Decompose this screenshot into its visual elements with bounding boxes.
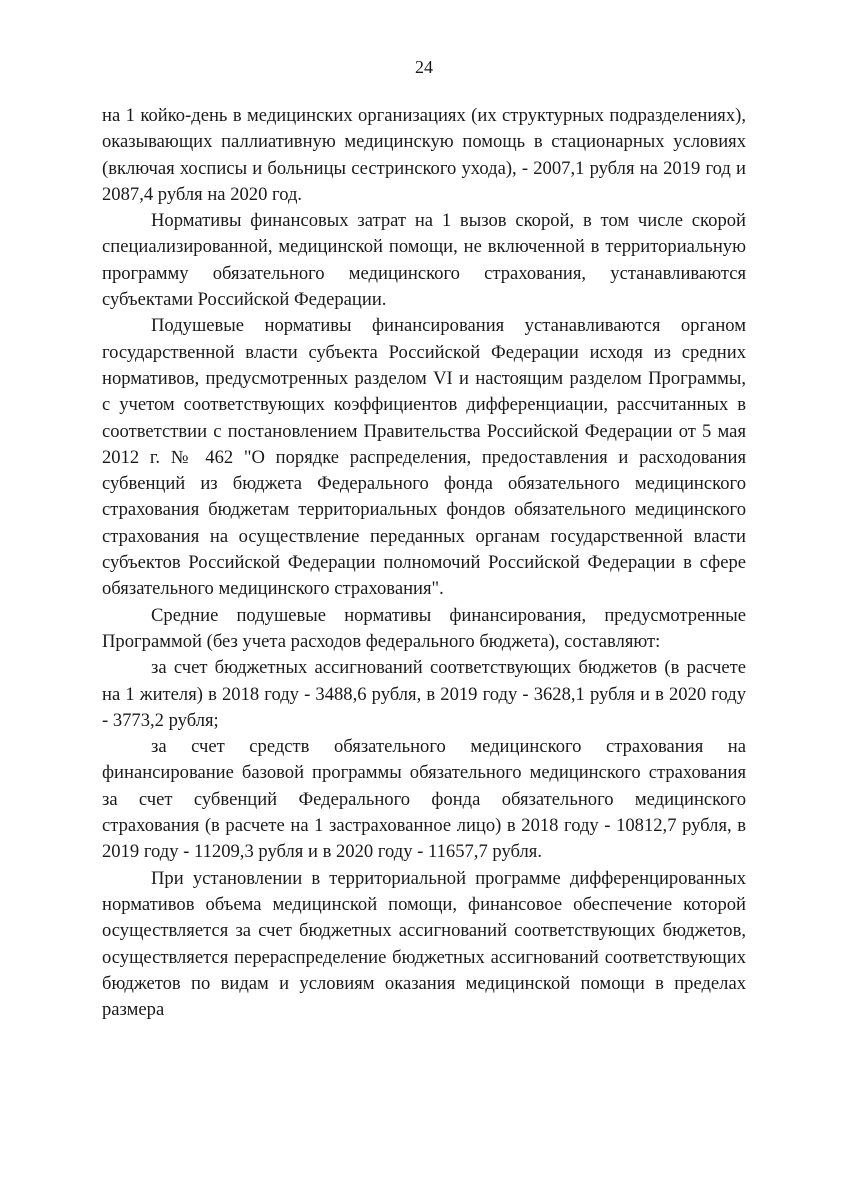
page-number: 24 bbox=[415, 57, 433, 77]
paragraph-average-per-capita-standards: Средние подушевые нормативы финансирования, предусмотренные Программой (без учета расходов федерального бюджета), составляют: bbox=[102, 604, 746, 652]
paragraph-ambulance-cost-standards: Нормативы финансовых затрат на 1 вызов скорой, в том числе скорой специализированной, медицинской помощи, не включенной в территориальную программу обязательного медицинского страхования, устанавливаются субъектами Российской Федерации. bbox=[102, 210, 746, 311]
paragraph-budget-allocations: за счет бюджетных ассигнований соответствующих бюджетов (в расчете на 1 жителя) в 2018 году - 3488,6 рубля, в 2019 году - 3628,1 рубля и в 2020 году - 3773,2 рубля; bbox=[102, 657, 746, 731]
document-body bbox=[102, 103, 746, 1023]
paragraph-palliative-bed-day: на 1 койко-день в медицинских организациях (их структурных подразделениях), оказывающих паллиативную медицинскую помощь в стационарных условиях (включая хосписы и больницы сестринского ухода), - 2007,1 рубля на 2019 год и 2087,4 рубля на 2020 год. bbox=[102, 105, 746, 205]
paragraph-redistribution: При установлении в территориальной программе дифференцированных нормативов объема медицинской помощи, финансовое обеспечение которой осуществляется за счет бюджетных ассигнований соответствующих бюджетов, осуществляется перераспределение бюджетных ассигнований соответствующих бюджетов по видам и условиям оказания медицинской помощи в пределах размера bbox=[102, 867, 746, 1021]
paragraph-per-capita-standards: Подушевые нормативы финансирования устанавливаются органом государственной власти субъекта Российской Федерации исходя из средних нормативов, предусмотренных разделом VI и настоящим разделом Программы, с учетом соответствующих коэффициентов дифференциации, рассчитанных в соответствии с постановлением Правительства Российской Федерации от 5 мая 2012 г. № 462 "О порядке распределения, предоставления и расходования субвенций из бюджета Федерального фонда обязательного медицинского страхования бюджетам территориальных фондов обязательного медицинского страхования на осуществление переданных органам государственной власти субъектов Российской Федерации полномочий Российской Федерации в сфере обязательного медицинского страхования". bbox=[102, 315, 746, 600]
paragraph-oms-funds: за счет средств обязательного медицинского страхования на финансирование базовой программы обязательного медицинского страхования за счет субвенций Федерального фонда обязательного медицинского страхования (в расчете на 1 застрахованное лицо) в 2018 году - 10812,7 рубля, в 2019 году - 11209,3 рубля и в 2020 году - 11657,7 рубля. bbox=[102, 736, 746, 863]
